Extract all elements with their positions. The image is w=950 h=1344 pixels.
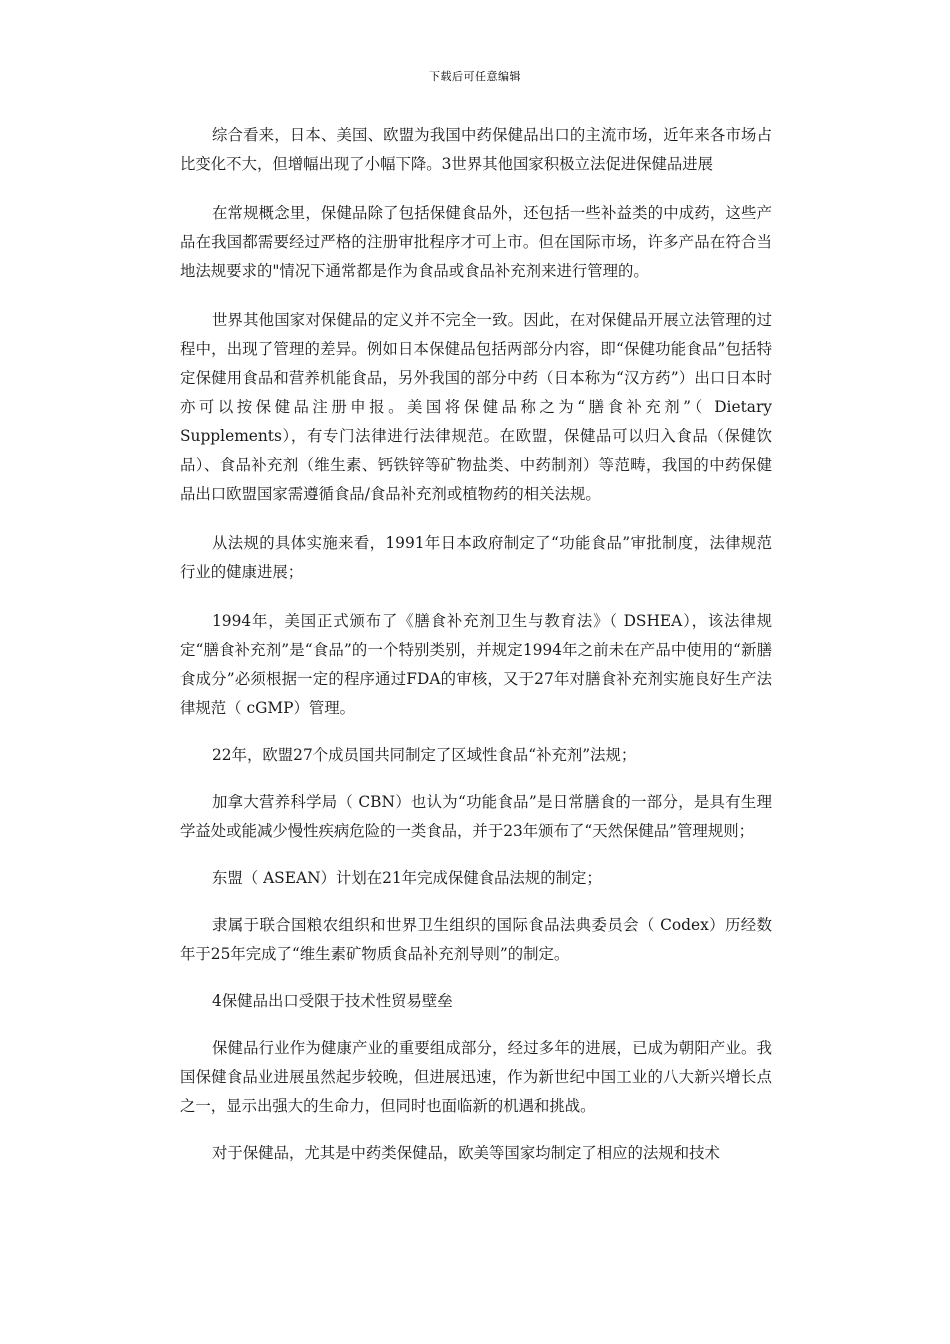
page-header-note: 下载后可任意编辑 (429, 70, 521, 83)
paragraph-japan: 从法规的具体实施来看，1991年日本政府制定了“功能食品”审批制度，法律规范行业的健康进展； (180, 534, 772, 581)
paragraph-eu: 22年，欧盟27个成员国共同制定了区域性食品“补充剂”法规； (212, 746, 637, 764)
paragraph-overview: 综合看来，日本、美国、欧盟为我国中药保健品出口的主流市场，近年来各市场占比变化不大，但增幅出现了小幅下降。3世界其他国家积极立法促进保健品进展 (180, 126, 772, 173)
paragraph-asean: 东盟（ ASEAN）计划在21年完成保健食品法规的制定； (212, 869, 602, 887)
document-body (180, 121, 772, 1168)
paragraph-codex: 隶属于联合国粮农组织和世界卫生组织的国际食品法典委员会（ Codex）历经数年于25年完成了“维生素矿物质食品补充剂导则”的制定。 (180, 916, 772, 963)
paragraph-canada: 加拿大营养科学局（ CBN）也认为“功能食品”是日常膳食的一部分，是具有生理学益处或能减少慢性疾病危险的一类食品，并于23年颁布了“天然保健品”管理规则； (180, 793, 772, 840)
section-heading: 4保健品出口受限于技术性贸易壁垒 (212, 992, 453, 1010)
paragraph-definitions: 世界其他国家对保健品的定义并不完全一致。因此，在对保健品开展立法管理的过程中，出现了管理的差异。例如日本保健品包括两部分内容，即“保健功能食品”包括特定保健用食品和营养机能食品，另外我国的部分中药（日本称为“汉方药”）出口日本时亦可以按保健品注册申报。美国将保健品称之为“膳食补充剂”（ Dietary Supplements），有专门法律进行法律规范。在欧盟，保健品可以归入食品（保健饮品）、食品补充剂（维生素、钙铁锌等矿物盐类、中药制剂）等范畴，我国的中药保健品出口欧盟国家需遵循食品/食品补充剂或植物药的相关法规。 (180, 311, 772, 503)
paragraph-usa: 1994年，美国正式颁布了《膳食补充剂卫生与教育法》（ DSHEA），该法律规定“膳食补充剂”是“食品”的一个特别类别，并规定1994年之前未在产品中使用的“新膳食成分”必须根据一定的程序通过FDA的审核，又于27年对膳食补充剂实施良好生产法律规范（ cGMP）管理。 (180, 612, 772, 717)
paragraph-regulations: 对于保健品，尤其是中药类保健品，欧美等国家均制定了相应的法规和技术 (212, 1144, 720, 1162)
paragraph-industry: 保健品行业作为健康产业的重要组成部分，经过多年的进展，已成为朝阳产业。我国保健食品业进展虽然起步较晚，但进展迅速，作为新世纪中国工业的八大新兴增长点之一，显示出强大的生命力，但同时也面临新的机遇和挑战。 (180, 1039, 772, 1115)
paragraph-concept: 在常规概念里，保健品除了包括保健食品外，还包括一些补益类的中成药，这些产品在我国都需要经过严格的注册审批程序才可上市。但在国际市场，许多产品在符合当地法规要求的"情况下通常都是作为食品或食品补充剂来进行管理的。 (180, 204, 772, 280)
